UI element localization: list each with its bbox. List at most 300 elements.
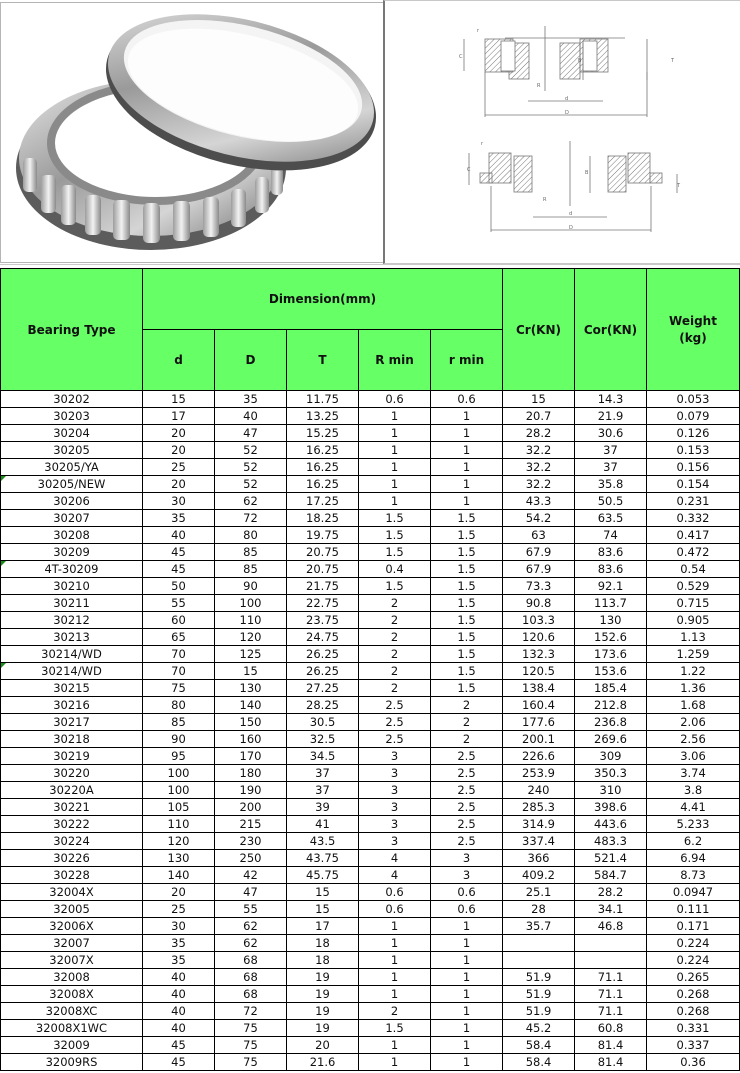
table-row (1, 969, 740, 986)
cell-cor: 113.7 (575, 595, 647, 612)
svg-text:T: T (671, 58, 675, 64)
cell-R-min: 1 (359, 935, 431, 952)
cell-r-min: 1.5 (431, 629, 503, 646)
cell-R-min: 1 (359, 986, 431, 1003)
cell-bearing-type: 4T-30209 (1, 561, 143, 578)
cell-T: 37 (287, 782, 359, 799)
cell-d: 30 (143, 493, 215, 510)
cell-bearing-type: 32008X1WC (1, 1020, 143, 1037)
cell-D: 110 (215, 612, 287, 629)
cell-bearing-type: 30210 (1, 578, 143, 595)
cell-d: 25 (143, 459, 215, 476)
svg-text:R: R (537, 83, 541, 89)
cell-cor: 152.6 (575, 629, 647, 646)
cell-cr: 58.4 (503, 1054, 575, 1071)
cell-D: 68 (215, 986, 287, 1003)
cell-T: 30.5 (287, 714, 359, 731)
cell-bearing-type: 30205/YA (1, 459, 143, 476)
cell-r-min: 2 (431, 697, 503, 714)
cell-weight: 0.265 (647, 969, 740, 986)
cell-weight: 6.2 (647, 833, 740, 850)
cell-T: 20.75 (287, 544, 359, 561)
cell-cr: 45.2 (503, 1020, 575, 1037)
table-row (1, 493, 740, 510)
table-row (1, 544, 740, 561)
cell-cor: 37 (575, 442, 647, 459)
cell-r-min: 2.5 (431, 833, 503, 850)
cell-r-min: 1 (431, 493, 503, 510)
cell-cr: 54.2 (503, 510, 575, 527)
cell-d: 70 (143, 646, 215, 663)
cell-D: 72 (215, 1003, 287, 1020)
cell-R-min: 1 (359, 1054, 431, 1071)
cell-cr: 25.1 (503, 884, 575, 901)
cell-R-min: 1 (359, 425, 431, 442)
cell-r-min: 1.5 (431, 527, 503, 544)
cell-cor: 185.4 (575, 680, 647, 697)
cell-d: 80 (143, 697, 215, 714)
cell-D: 47 (215, 425, 287, 442)
cell-r-min: 1 (431, 969, 503, 986)
table-row (1, 680, 740, 697)
table-row (1, 527, 740, 544)
cell-bearing-type: 30216 (1, 697, 143, 714)
cell-R-min: 1.5 (359, 544, 431, 561)
cell-cor: 71.1 (575, 986, 647, 1003)
svg-text:r: r (481, 141, 484, 147)
table-row (1, 391, 740, 408)
cell-D: 130 (215, 680, 287, 697)
cell-d: 20 (143, 884, 215, 901)
cell-cr: 32.2 (503, 459, 575, 476)
cell-R-min: 0.6 (359, 884, 431, 901)
cell-D: 80 (215, 527, 287, 544)
cell-R-min: 1 (359, 408, 431, 425)
cell-r-min: 1.5 (431, 595, 503, 612)
cell-D: 40 (215, 408, 287, 425)
cell-r-min: 1.5 (431, 510, 503, 527)
cell-d: 40 (143, 527, 215, 544)
cell-d: 100 (143, 782, 215, 799)
table-row (1, 799, 740, 816)
cell-weight: 0.905 (647, 612, 740, 629)
cell-cr: 314.9 (503, 816, 575, 833)
cell-T: 24.75 (287, 629, 359, 646)
cell-cor: 398.6 (575, 799, 647, 816)
cell-cr: 51.9 (503, 1003, 575, 1020)
cell-D: 230 (215, 833, 287, 850)
cell-weight: 0.224 (647, 952, 740, 969)
table-row (1, 765, 740, 782)
cell-R-min: 3 (359, 816, 431, 833)
cell-d: 95 (143, 748, 215, 765)
cell-cor: 173.6 (575, 646, 647, 663)
cell-D: 200 (215, 799, 287, 816)
cell-D: 68 (215, 952, 287, 969)
cell-R-min: 1 (359, 952, 431, 969)
cell-D: 90 (215, 578, 287, 595)
cell-D: 170 (215, 748, 287, 765)
cell-cor: 153.6 (575, 663, 647, 680)
cell-r-min: 1.5 (431, 612, 503, 629)
cell-bearing-type: 30215 (1, 680, 143, 697)
cell-cr: 240 (503, 782, 575, 799)
table-row (1, 918, 740, 935)
cell-R-min: 1.5 (359, 578, 431, 595)
cell-T: 16.25 (287, 442, 359, 459)
cell-r-min: 2 (431, 731, 503, 748)
header-r-min: r min (431, 330, 503, 391)
cell-cr: 90.8 (503, 595, 575, 612)
table-row (1, 1003, 740, 1020)
cell-weight: 0.417 (647, 527, 740, 544)
cell-T: 27.25 (287, 680, 359, 697)
cell-cr: 200.1 (503, 731, 575, 748)
cell-R-min: 4 (359, 867, 431, 884)
cell-bearing-type: 30219 (1, 748, 143, 765)
cell-R-min: 0.4 (359, 561, 431, 578)
cell-bearing-type: 30224 (1, 833, 143, 850)
cell-cor (575, 935, 647, 952)
cell-d: 60 (143, 612, 215, 629)
cell-bearing-type: 30217 (1, 714, 143, 731)
table-row (1, 1037, 740, 1054)
cell-weight: 5.233 (647, 816, 740, 833)
cell-r-min: 2 (431, 714, 503, 731)
cell-bearing-type: 30204 (1, 425, 143, 442)
cell-R-min: 1 (359, 969, 431, 986)
cell-cr: 120.6 (503, 629, 575, 646)
cell-D: 42 (215, 867, 287, 884)
cell-d: 17 (143, 408, 215, 425)
cell-R-min: 0.6 (359, 901, 431, 918)
cell-R-min: 3 (359, 748, 431, 765)
table-row (1, 935, 740, 952)
cell-d: 40 (143, 1020, 215, 1037)
bearing-spec-table (0, 268, 740, 1071)
cell-R-min: 2 (359, 663, 431, 680)
cell-weight: 0.268 (647, 986, 740, 1003)
table-row (1, 731, 740, 748)
cell-cor: 37 (575, 459, 647, 476)
header-bearing-type: Bearing Type (1, 269, 143, 391)
cell-r-min: 3 (431, 867, 503, 884)
svg-text:B: B (578, 58, 582, 64)
cell-d: 40 (143, 1003, 215, 1020)
cell-D: 180 (215, 765, 287, 782)
cell-weight: 0.053 (647, 391, 740, 408)
cell-r-min: 1 (431, 1003, 503, 1020)
cell-cor: 34.1 (575, 901, 647, 918)
cell-D: 140 (215, 697, 287, 714)
cell-d: 20 (143, 476, 215, 493)
table-row (1, 833, 740, 850)
cell-bearing-type: 30228 (1, 867, 143, 884)
cell-T: 11.75 (287, 391, 359, 408)
cell-cor: 74 (575, 527, 647, 544)
cell-T: 16.25 (287, 476, 359, 493)
header-D: D (215, 330, 287, 391)
cell-weight: 0.472 (647, 544, 740, 561)
cell-D: 52 (215, 442, 287, 459)
cell-r-min: 1.5 (431, 646, 503, 663)
cell-R-min: 1 (359, 476, 431, 493)
header-d: d (143, 330, 215, 391)
cell-D: 52 (215, 476, 287, 493)
cell-R-min: 2 (359, 1003, 431, 1020)
cell-T: 21.6 (287, 1054, 359, 1071)
cell-T: 15 (287, 901, 359, 918)
cell-T: 41 (287, 816, 359, 833)
cell-bearing-type: 32006X (1, 918, 143, 935)
cell-weight: 4.41 (647, 799, 740, 816)
cell-T: 21.75 (287, 578, 359, 595)
cell-r-min: 1 (431, 952, 503, 969)
table-row (1, 816, 740, 833)
cell-bearing-type: 30220A (1, 782, 143, 799)
cell-weight: 0.331 (647, 1020, 740, 1037)
cell-bearing-type: 30202 (1, 391, 143, 408)
cell-cr: 366 (503, 850, 575, 867)
cell-d: 140 (143, 867, 215, 884)
table-row (1, 646, 740, 663)
cell-r-min: 2.5 (431, 748, 503, 765)
cell-R-min: 1.5 (359, 1020, 431, 1037)
table-row (1, 1020, 740, 1037)
cell-d: 65 (143, 629, 215, 646)
cell-weight: 0.126 (647, 425, 740, 442)
cell-weight: 1.13 (647, 629, 740, 646)
table-row (1, 561, 740, 578)
cell-d: 105 (143, 799, 215, 816)
cell-T: 19 (287, 1020, 359, 1037)
tapered-roller-bearing-photo (1, 3, 383, 262)
cell-R-min: 1.5 (359, 527, 431, 544)
cell-weight: 2.06 (647, 714, 740, 731)
cell-D: 85 (215, 561, 287, 578)
cell-cr (503, 935, 575, 952)
cell-weight: 2.56 (647, 731, 740, 748)
cell-weight: 0.154 (647, 476, 740, 493)
cell-D: 120 (215, 629, 287, 646)
cell-cor: 21.9 (575, 408, 647, 425)
cell-d: 25 (143, 901, 215, 918)
cell-R-min: 2 (359, 646, 431, 663)
cell-weight: 0.171 (647, 918, 740, 935)
cell-r-min: 2.5 (431, 782, 503, 799)
cell-cr: 120.5 (503, 663, 575, 680)
cell-weight: 0.529 (647, 578, 740, 595)
cell-R-min: 2.5 (359, 714, 431, 731)
cell-D: 160 (215, 731, 287, 748)
table-row (1, 578, 740, 595)
cell-R-min: 1 (359, 459, 431, 476)
cell-R-min: 1 (359, 493, 431, 510)
cell-bearing-type: 32005 (1, 901, 143, 918)
cell-cr: 337.4 (503, 833, 575, 850)
cell-T: 17 (287, 918, 359, 935)
svg-text:R: R (543, 197, 547, 203)
cell-cr: 63 (503, 527, 575, 544)
cell-D: 75 (215, 1020, 287, 1037)
cell-cor: 30.6 (575, 425, 647, 442)
table-row (1, 476, 740, 493)
cell-R-min: 2.5 (359, 731, 431, 748)
cell-cor: 46.8 (575, 918, 647, 935)
tapered-roller-bearing-section-drawing (385, 1, 740, 263)
cell-cr: 32.2 (503, 476, 575, 493)
svg-text:T: T (677, 183, 681, 189)
cell-weight: 1.68 (647, 697, 740, 714)
cell-r-min: 2.5 (431, 765, 503, 782)
bearing-drawing (383, 0, 740, 264)
cell-T: 39 (287, 799, 359, 816)
cell-d: 85 (143, 714, 215, 731)
cell-D: 52 (215, 459, 287, 476)
table-row (1, 510, 740, 527)
table-row (1, 663, 740, 680)
cell-r-min: 1 (431, 476, 503, 493)
cell-r-min: 1 (431, 425, 503, 442)
cell-cr: 177.6 (503, 714, 575, 731)
header-dimension-group: Dimension(mm) (143, 269, 503, 330)
cell-cor: 130 (575, 612, 647, 629)
cell-cor: 269.6 (575, 731, 647, 748)
cell-T: 15.25 (287, 425, 359, 442)
svg-text:r: r (477, 28, 480, 34)
cell-cor: 60.8 (575, 1020, 647, 1037)
header-weight-label: Weight (kg) (669, 313, 717, 345)
cell-bearing-type: 30220 (1, 765, 143, 782)
cell-R-min: 3 (359, 765, 431, 782)
cell-weight: 3.8 (647, 782, 740, 799)
cell-d: 75 (143, 680, 215, 697)
cell-cr: 67.9 (503, 544, 575, 561)
cell-T: 19.75 (287, 527, 359, 544)
cell-R-min: 2 (359, 629, 431, 646)
cell-T: 18 (287, 935, 359, 952)
cell-D: 62 (215, 918, 287, 935)
cell-D: 72 (215, 510, 287, 527)
cell-d: 130 (143, 850, 215, 867)
cell-bearing-type: 32008XC (1, 1003, 143, 1020)
cell-cor: 483.3 (575, 833, 647, 850)
cell-d: 30 (143, 918, 215, 935)
cell-D: 150 (215, 714, 287, 731)
cell-d: 15 (143, 391, 215, 408)
cell-R-min: 2 (359, 612, 431, 629)
cell-T: 26.25 (287, 663, 359, 680)
cell-cr: 58.4 (503, 1037, 575, 1054)
cell-bearing-type: 30205 (1, 442, 143, 459)
cell-cor: 28.2 (575, 884, 647, 901)
cell-cr: 132.3 (503, 646, 575, 663)
table-row (1, 697, 740, 714)
cell-weight: 0.156 (647, 459, 740, 476)
cell-bearing-type: 32008X (1, 986, 143, 1003)
cell-d: 45 (143, 561, 215, 578)
cell-r-min: 0.6 (431, 901, 503, 918)
cell-d: 40 (143, 969, 215, 986)
cell-cr: 28.2 (503, 425, 575, 442)
cell-weight: 0.54 (647, 561, 740, 578)
cell-d: 70 (143, 663, 215, 680)
table-row (1, 901, 740, 918)
cell-bearing-type: 30207 (1, 510, 143, 527)
cell-bearing-type: 32004X (1, 884, 143, 901)
cell-D: 215 (215, 816, 287, 833)
cell-bearing-type: 30214/WD (1, 646, 143, 663)
table-row (1, 442, 740, 459)
cell-d: 110 (143, 816, 215, 833)
header-cor: Cor(KN) (575, 269, 647, 391)
table-row (1, 748, 740, 765)
cell-weight: 0.153 (647, 442, 740, 459)
cell-d: 40 (143, 986, 215, 1003)
cell-T: 34.5 (287, 748, 359, 765)
cell-T: 16.25 (287, 459, 359, 476)
cell-r-min: 3 (431, 850, 503, 867)
cell-cor: 71.1 (575, 969, 647, 986)
cell-weight: 1.259 (647, 646, 740, 663)
cell-r-min: 1.5 (431, 544, 503, 561)
cell-bearing-type: 32007X (1, 952, 143, 969)
header-R-min: R min (359, 330, 431, 391)
cell-cr: 160.4 (503, 697, 575, 714)
cell-r-min: 1 (431, 986, 503, 1003)
cell-D: 62 (215, 493, 287, 510)
table-row (1, 867, 740, 884)
cell-cr: 409.2 (503, 867, 575, 884)
cell-R-min: 3 (359, 833, 431, 850)
cell-r-min: 0.6 (431, 884, 503, 901)
cell-weight: 1.22 (647, 663, 740, 680)
cell-T: 28.25 (287, 697, 359, 714)
cell-D: 47 (215, 884, 287, 901)
cell-weight: 3.74 (647, 765, 740, 782)
cell-r-min: 1 (431, 459, 503, 476)
cell-cor: 71.1 (575, 1003, 647, 1020)
cell-bearing-type: 30205/NEW (1, 476, 143, 493)
table-row (1, 425, 740, 442)
cell-bearing-type: 32009 (1, 1037, 143, 1054)
cell-D: 15 (215, 663, 287, 680)
cell-r-min: 1 (431, 918, 503, 935)
cell-cor: 236.8 (575, 714, 647, 731)
cell-T: 45.75 (287, 867, 359, 884)
cell-R-min: 1.5 (359, 510, 431, 527)
cell-d: 55 (143, 595, 215, 612)
svg-text:B: B (585, 170, 589, 176)
svg-text:D: D (565, 110, 569, 116)
cell-r-min: 1 (431, 442, 503, 459)
cell-T: 17.25 (287, 493, 359, 510)
cell-weight: 0.231 (647, 493, 740, 510)
cell-T: 15 (287, 884, 359, 901)
cell-R-min: 1 (359, 918, 431, 935)
cell-T: 32.5 (287, 731, 359, 748)
bearing-photo (0, 2, 384, 263)
cell-bearing-type: 30218 (1, 731, 143, 748)
cell-cor: 83.6 (575, 544, 647, 561)
cell-r-min: 1.5 (431, 561, 503, 578)
cell-r-min: 0.6 (431, 391, 503, 408)
cell-d: 35 (143, 510, 215, 527)
cell-D: 35 (215, 391, 287, 408)
svg-text:d: d (565, 96, 569, 102)
cell-T: 19 (287, 1003, 359, 1020)
cell-D: 100 (215, 595, 287, 612)
